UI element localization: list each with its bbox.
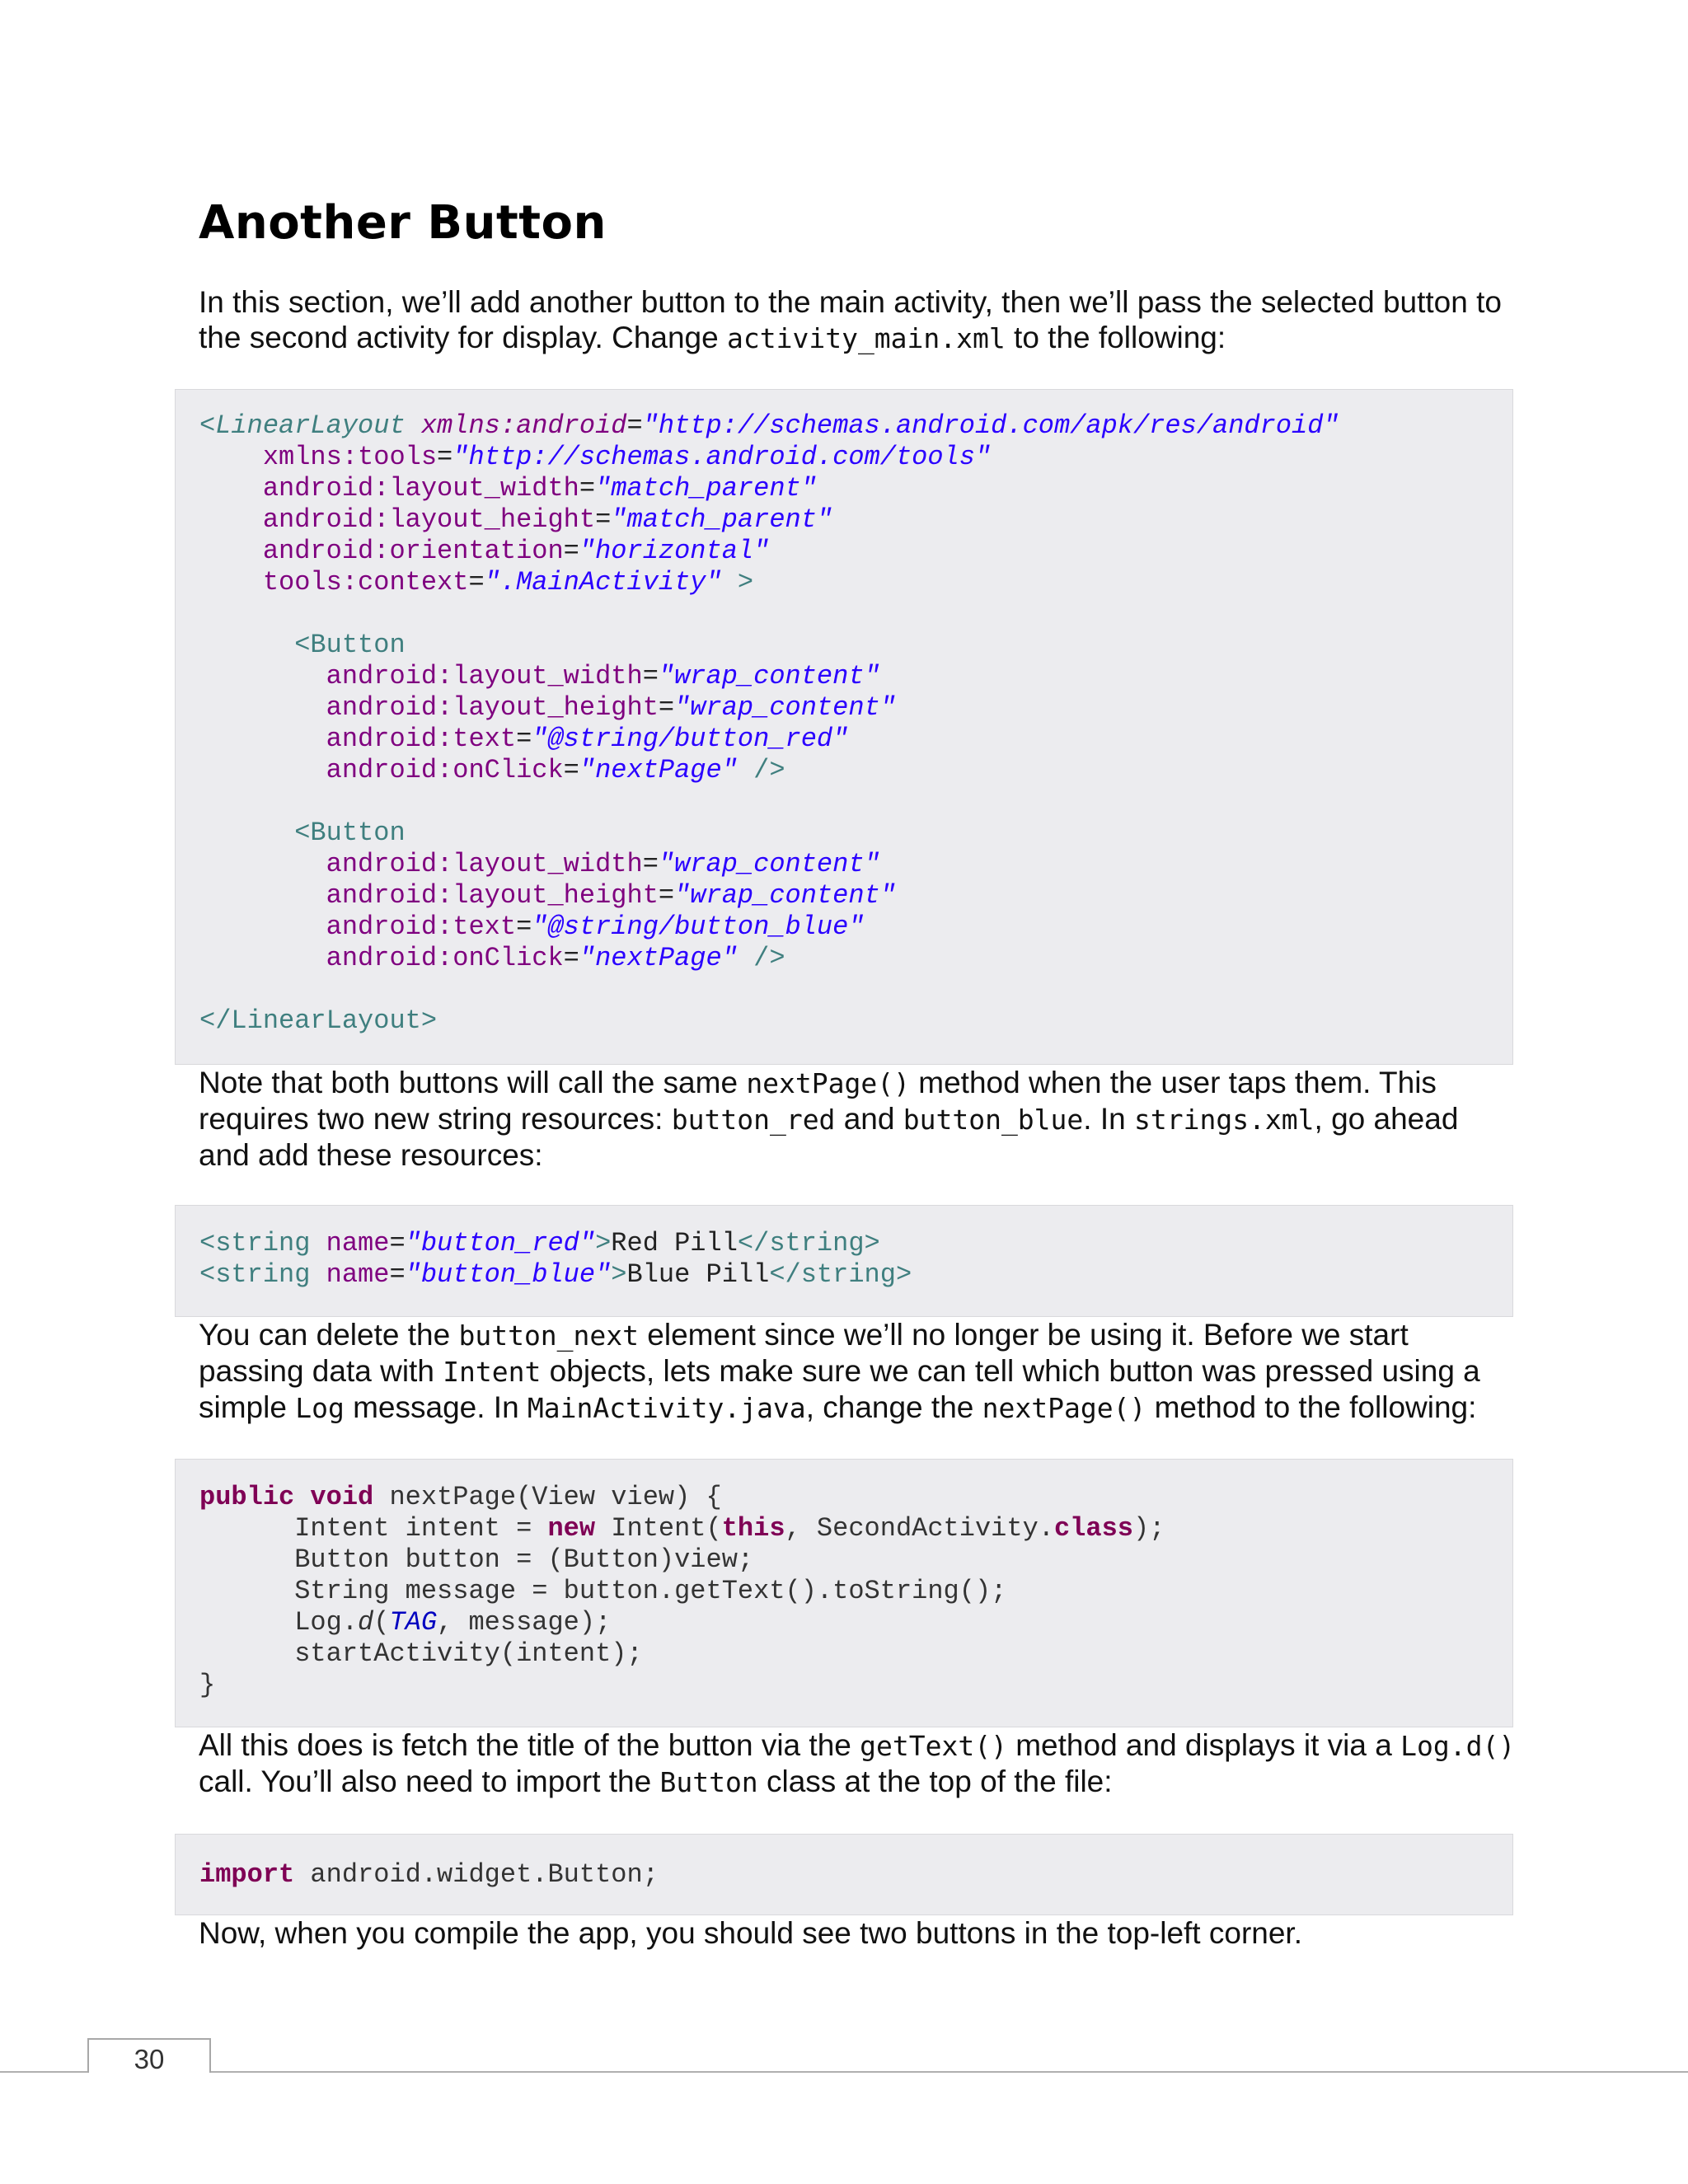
code-strings-xml: <string name="button_red">Red Pill</string> <string name="button_blue">Blue Pill</string>	[199, 1228, 912, 1290]
code-token: (	[373, 1607, 390, 1638]
compile-text: Now, when you compile the app, you should see two buttons in the top-left corner.	[199, 1916, 1302, 1950]
code-token: </string>	[769, 1259, 912, 1290]
code-token: android:layout_height	[326, 880, 659, 911]
code-token: "wrap_content"	[674, 880, 896, 911]
code-token: void	[310, 1482, 374, 1512]
code-token: );	[1132, 1513, 1165, 1544]
code-token: <string	[199, 1259, 311, 1290]
code-token: "@string/button_blue"	[532, 912, 865, 942]
code-token: />	[753, 943, 785, 973]
delete-text-6: method to the following:	[1146, 1390, 1477, 1424]
inline-code-strings-xml: strings.xml	[1133, 1104, 1315, 1136]
code-token: "wrap_content"	[658, 849, 880, 879]
section-heading: Another Button	[199, 196, 607, 250]
inline-code-gettext: getText()	[860, 1730, 1007, 1762]
code-token: , message);	[437, 1607, 612, 1638]
code-token: xmlns:tools	[262, 442, 438, 472]
code-token: ".MainActivity"	[484, 567, 722, 598]
code-token: "@string/button_red"	[532, 724, 849, 754]
delete-text-5: , change the	[805, 1390, 982, 1424]
code-token: startActivity(intent);	[199, 1638, 643, 1669]
code-token: </string>	[737, 1228, 880, 1258]
note-text-1: Note that both buttons will call the same	[199, 1066, 747, 1099]
page-number: 30	[134, 2044, 165, 2074]
code-token: Log.	[199, 1607, 359, 1638]
code-token: >	[595, 1228, 612, 1258]
inline-code-log: Log	[295, 1392, 345, 1424]
code-token: android:layout_width	[326, 661, 643, 691]
code-token: android:text	[326, 724, 517, 754]
code-token: Button button = (Button)view;	[199, 1544, 754, 1575]
inline-code-button-red: button_red	[671, 1104, 836, 1136]
code-token: android:orientation	[262, 536, 564, 566]
delete-text-2: element since we’ll no longer be using it. Before we start passing data with	[199, 1318, 1409, 1388]
code-token: Blue Pill	[626, 1259, 770, 1290]
code-token: android.widget.Button;	[294, 1859, 659, 1890]
inline-code-nextpage-2: nextPage()	[982, 1392, 1146, 1424]
code-token: "match_parent"	[595, 473, 817, 504]
code-token: new	[547, 1513, 596, 1544]
code-block-nextpage-java	[175, 1459, 1513, 1727]
delete-text-1: You can delete the	[199, 1318, 459, 1352]
inline-code-button-next: button_next	[458, 1319, 640, 1352]
code-token: <Button	[294, 818, 406, 848]
code-token: android:layout_width	[326, 849, 643, 879]
code-token: <LinearLayout	[199, 410, 406, 441]
code-token: android:text	[326, 912, 517, 942]
gettext-text-2: method and displays it via a	[1006, 1728, 1401, 1762]
code-token: android:layout_height	[262, 504, 596, 535]
code-token: Intent intent =	[199, 1513, 548, 1544]
note-text-5: , go ahead and add these resources:	[199, 1102, 1459, 1172]
intro-text-1: In this section, we’ll add another button to the main activity, then we’ll pass the selected button to the second activity for display. Change	[199, 285, 1502, 354]
code-token: "wrap_content"	[674, 692, 896, 723]
inline-code-log-d: Log.d()	[1400, 1730, 1516, 1762]
code-token: "http://schemas.android.com/tools"	[452, 442, 992, 472]
code-token: String message = button.getText().toString();	[199, 1576, 1007, 1606]
code-token: "match_parent"	[611, 504, 833, 535]
code-token: xmlns:android	[420, 410, 627, 441]
note-text-4: . In	[1083, 1102, 1134, 1136]
code-token: class	[1053, 1513, 1133, 1544]
code-token: , SecondActivity.	[785, 1513, 1054, 1544]
inline-code-activity-main-xml: activity_main.xml	[727, 322, 1006, 354]
code-token: android:layout_width	[262, 473, 579, 504]
code-block-strings-xml	[175, 1205, 1513, 1317]
code-block-import-java	[175, 1834, 1513, 1915]
gettext-text-1: All this does is fetch the title of the button via the	[199, 1728, 860, 1762]
code-token: public	[199, 1482, 295, 1512]
code-token: android:onClick	[326, 943, 564, 973]
delete-text-4: message. In	[344, 1390, 528, 1424]
inline-code-intent: Intent	[443, 1356, 542, 1388]
code-token: <Button	[294, 630, 406, 660]
code-token: </LinearLayout>	[199, 1005, 438, 1036]
code-token: name	[326, 1259, 390, 1290]
code-token: import	[199, 1859, 295, 1890]
code-token: Red Pill	[611, 1228, 738, 1258]
compile-paragraph	[199, 1915, 1517, 1951]
note-text-2: method when the user taps them. This requires two new string resources:	[199, 1066, 1437, 1136]
code-token: >	[611, 1259, 627, 1290]
code-nextpage-java	[199, 1482, 1165, 1701]
code-token: />	[753, 755, 785, 785]
note-text-3: and	[835, 1102, 903, 1136]
code-block-layout-xml	[175, 389, 1513, 1065]
code-import-java	[199, 1859, 659, 1891]
inline-code-mainactivity-java: MainActivity.java	[527, 1392, 806, 1424]
code-token: nextPage(View view) {	[373, 1482, 722, 1512]
inline-code-button-blue: button_blue	[903, 1104, 1084, 1136]
code-token: TAG	[389, 1607, 438, 1638]
intro-paragraph	[199, 284, 1517, 356]
code-token: "nextPage"	[579, 755, 738, 785]
delete-paragraph	[199, 1317, 1517, 1426]
code-token: android:layout_height	[326, 692, 659, 723]
code-token: <string	[199, 1228, 311, 1258]
code-token: "button_red"	[405, 1228, 596, 1258]
code-token: name	[326, 1228, 390, 1258]
code-token: "horizontal"	[579, 536, 770, 566]
code-token: Intent(	[595, 1513, 722, 1544]
code-token: android:onClick	[326, 755, 564, 785]
code-token: this	[721, 1513, 785, 1544]
gettext-text-3: call. You’ll also need to import the	[199, 1765, 660, 1798]
inline-code-nextpage: nextPage()	[746, 1067, 910, 1099]
code-token: tools:context	[262, 567, 469, 598]
delete-text-3: objects, lets make sure we can tell which button was pressed using a simple	[199, 1354, 1480, 1424]
code-layout-xml: <LinearLayout xmlns:android="http://schemas.android.com/apk/res/android" xmlns:tools="http://schemas.android.com/tools" android:layout_width="match_parent" android:layout_height="match_parent" android:orientation="horizontal" tools:context=".MainActivity" > <Button android:layout_width="wrap_content" android:layout_height="wrap_content" android:text="@string/button_red" android:onClick="nextPage" /> <Button android:layout_width="wrap_content" android:layout_height="wrap_content" android:text="@string/button_blue" android:onClick="nextPage" /> </LinearLayout>	[199, 410, 1339, 1036]
code-token: "http://schemas.android.com/apk/res/android"	[642, 410, 1339, 441]
code-token: "wrap_content"	[658, 661, 880, 691]
code-token: }	[199, 1670, 216, 1700]
code-token: >	[737, 567, 754, 598]
note-paragraph	[199, 1065, 1517, 1173]
code-token: d	[358, 1607, 374, 1638]
code-token: "nextPage"	[579, 943, 738, 973]
intro-text-2: to the following:	[1005, 321, 1226, 354]
inline-code-button: Button	[659, 1766, 758, 1798]
gettext-text-4: class at the top of the file:	[757, 1765, 1113, 1798]
code-token: "button_blue"	[405, 1259, 612, 1290]
gettext-paragraph	[199, 1727, 1517, 1800]
footer-rule	[0, 2071, 1688, 2073]
